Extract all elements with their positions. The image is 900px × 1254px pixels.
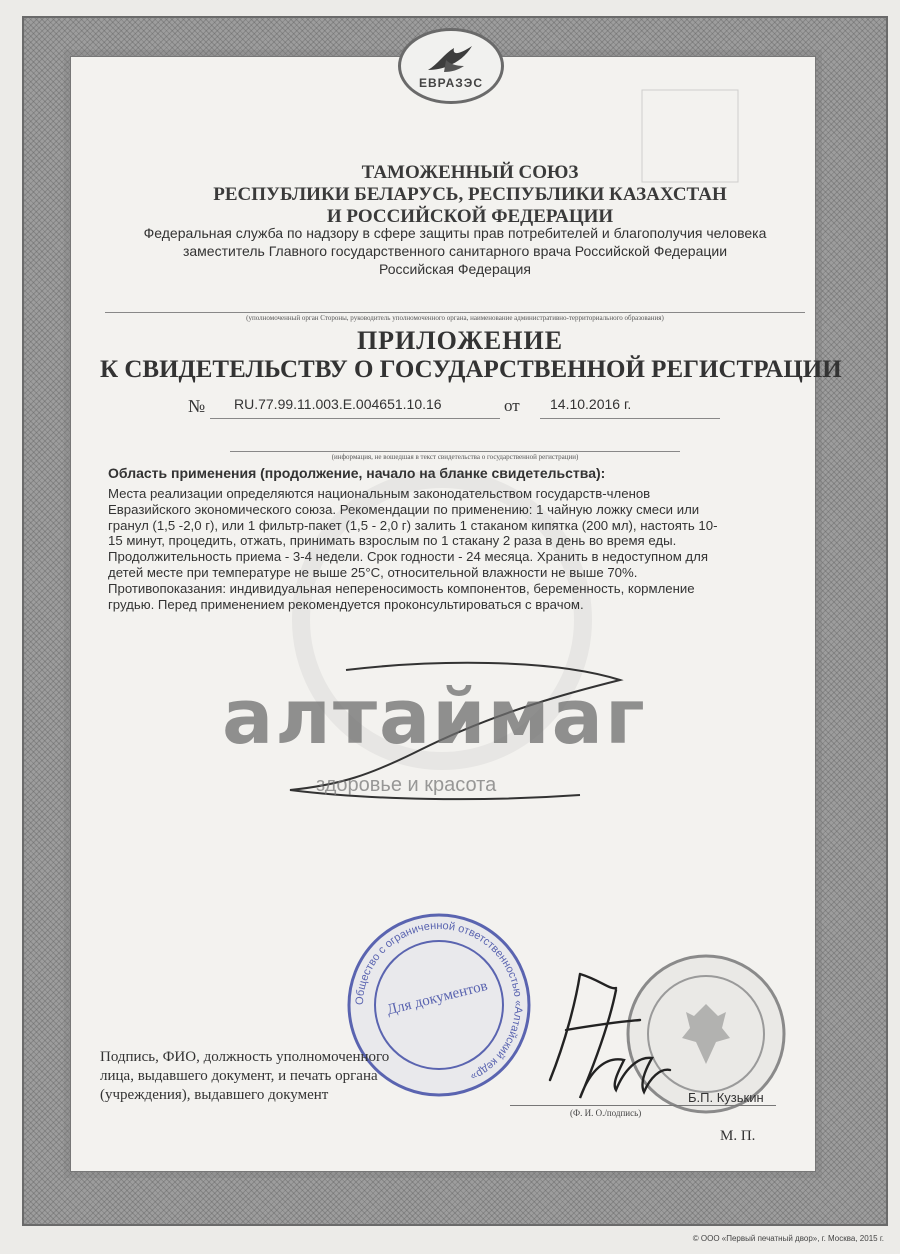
authority-line-2: заместитель Главного государственного санитарного врача Российской Федерации (182, 243, 728, 259)
printer-footer: © ООО «Первый печатный двор», г. Москва, 2015 г. (692, 1234, 884, 1243)
signature-label (100, 1048, 500, 1105)
signature-label-line: Подпись, ФИО, должность уполномоченного (100, 1049, 390, 1065)
scope-line: Евразийского экономического союза. Рекомендации по применению: 1 чайную ложку смеси или (108, 501, 700, 517)
scope-line: гранул (1,5 -2,0 г), или 1 фильтр-пакет (1,5 - 2,0 г) залить 1 стаканом кипятка (200 мл), настоять 10- (108, 517, 718, 533)
scope-heading (108, 466, 820, 482)
authority-caption: (уполномоченный орган Стороны, руководитель уполномоченного органа, наименование административно-территориального образования) (246, 314, 664, 322)
signature-label-line: (учреждения), выдавшего документ (100, 1087, 329, 1103)
watermark-tagline: здоровье и красота (316, 774, 497, 796)
scope-line: Противопоказания: индивидуальная непереносимость компонентов, беременность, кормление (108, 580, 695, 596)
emblem-label: ЕВРАЗЭС (418, 76, 483, 90)
stamp-inner-text: Для документов (385, 977, 490, 1019)
scope-heading-text: Область применения (продолжение, начало на бланке свидетельства): (108, 465, 606, 481)
union-title-line-1: ТАМОЖЕННЫЙ СОЮЗ (361, 162, 579, 183)
signer-underline (510, 1105, 776, 1106)
signer-name: Б.П. Кузькин (688, 1090, 764, 1105)
date-underline (540, 418, 720, 419)
fio-caption: (Ф. И. О./подпись) (570, 1108, 642, 1118)
stamp-outer-text: Общество с ограниченной ответственностью «Алтайский кедр» (353, 919, 525, 1083)
authority-line-1: Федеральная служба по надзору в сфере защиты прав потребителей и благополучия человека (143, 225, 767, 241)
certificate-number: RU.77.99.11.003.Е.004651.10.16 (234, 396, 442, 412)
appendix-subtitle: К СВИДЕТЕЛЬСТВУ О ГОСУДАРСТВЕННОЙ РЕГИСТРАЦИИ (100, 356, 842, 383)
scope-line: Места реализации определяются национальным законодательством государств-членов (108, 486, 651, 501)
signature-label-line: лица, выдавшего документ, и печать органа (100, 1068, 378, 1084)
handwritten-signature (520, 960, 680, 1110)
seal-place-label: М. П. (720, 1128, 756, 1144)
union-title-line-2: РЕСПУБЛИКИ БЕЛАРУСЬ, РЕСПУБЛИКИ КАЗАХСТАН (213, 184, 727, 205)
watermark-brand: алтаймаг (222, 672, 647, 761)
scope-line: 15 минут, процедить, отжать, принимать взрослым по 1 стакану 2 раза в день во время еды. (108, 533, 677, 549)
info-caption: (информация, не вошедшая в текст свидетельства о государственной регистрации) (331, 453, 579, 461)
certificate-date: 14.10.2016 г. (550, 396, 632, 412)
number-underline (210, 418, 500, 419)
date-label: от (504, 396, 520, 415)
evrazes-emblem (398, 28, 504, 104)
authority-line-3: Российская Федерация (379, 261, 531, 277)
authority-underline (105, 312, 805, 313)
appendix-title: ПРИЛОЖЕНИЕ (356, 326, 564, 355)
scope-paragraph (108, 486, 820, 612)
number-sign: № (188, 396, 206, 416)
info-underline (230, 451, 680, 452)
scope-line: детей месте при температуре не выше 25°С, относительной влажности не выше 70%. (108, 564, 638, 580)
scope-line: грудью. Перед применением рекомендуется проконсультироваться с врачом. (108, 596, 584, 612)
scope-line: Продолжительность приема - 3-4 недели. Срок годности - 24 месяца. Хранить в недоступном для (108, 549, 708, 565)
union-title-line-3: И РОССИЙСКОЙ ФЕДЕРАЦИИ (326, 206, 614, 227)
eagle-emblem-icon (424, 42, 478, 76)
